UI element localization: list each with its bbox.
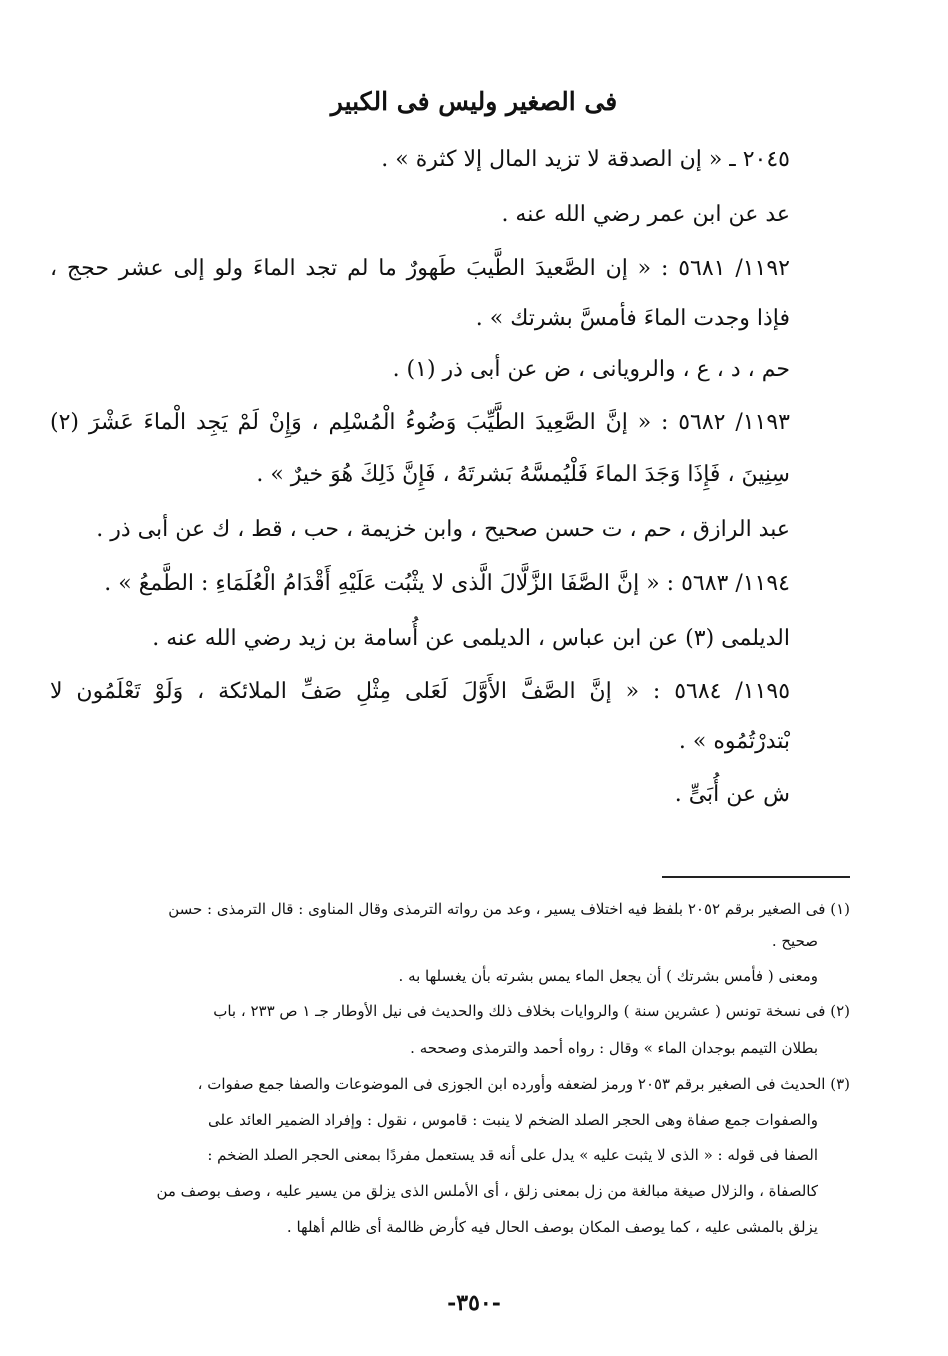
hadith-text-line: ١١٩٥/ ٥٦٨٤ : « إنَّ الصَّفَّ الأَوَّلَ لَعَلى مِثْلِ صَفِّ الملائكة ، وَلَوْ تَعْلَمُون لا <box>50 679 791 704</box>
page-header: فى الصغير وليس فى الكبير <box>330 87 618 116</box>
page-number: -٣٥٠- <box>447 1290 501 1316</box>
footnote-line: بطلان التيمم بوجدان الماء » وقال : رواه أحمد والترمذى وصححه . <box>410 1039 818 1057</box>
hadith-text-line: ١١٩٣/ ٥٦٨٢ : « إنَّ الصَّعِيدَ الطَّيِّبَ وَضُوءُ الْمُسْلِم ، وَإِنْ لَمْ يَجِد الْماءَ عَشْرَ (٢) <box>50 410 790 435</box>
narrator-text: ش عن أُبَىٍّ . <box>674 782 790 807</box>
narrator-text: عد عن ابن عمر رضي الله عنه . <box>501 202 790 227</box>
hadith-text-line: فإذا وجدت الماءَ فأمسَّ بشرتك » . <box>475 306 790 331</box>
footnote-line: كالصفاة ، والزلال صيغة مبالغة من زل بمعنى زلق ، أى الأملس الذى يزلق من يسير عليه ، وصف بوصف من <box>156 1182 818 1200</box>
hadith-text-line: ٢٠٤٥ ـ « إن الصدقة لا تزيد المال إلا كثرة » . <box>381 147 790 172</box>
hadith-text-line: سِنِينَ ، فَإِذَا وَجَدَ الماءَ فَلْيُمسَّهُ بَشرتَهُ ، فَإِنَّ ذَلِكَ هُوَ خيرٌ » . <box>256 462 790 487</box>
footnote-line: ومعنى ( فأمس بشرتك ) أن يجعل الماء يمس بشرته بأن يغسلها به . <box>398 967 818 985</box>
footnote-line: والصفوات جمع صفاة وهى الحجر الصلد الضخم لا ينبت : قاموس ، نقول : وإفراد الضمير العائد على <box>207 1111 818 1129</box>
hadith-text-line: ١١٩٤/ ٥٦٨٣ : « إنَّ الصَّفَا الزَّلَّالَ الَّذى لا يثْبُت عَلَيْهِ أَقْدَامُ الْعُلَمَاءِ : الطَّمعُ » . <box>104 571 790 596</box>
footnote-line: (١) فى الصغير برقم ٢٠٥٢ بلفظ فيه اختلاف يسير ، وعد من رواته الترمذى وقال المناوى : قال الترمذى : حسن <box>168 900 850 918</box>
hadith-text-line: بْتدرْتُمُوه » . <box>678 729 790 754</box>
hadith-text-line: ١١٩٢/ ٥٦٨١ : « إن الصَّعيدَ الطَّيبَ طَهورٌ ما لم تجد الماءَ ولو إلى عشر حجج ، <box>50 256 790 281</box>
footnote-line: الصفا فى قوله : « الذى لا يثبت عليه » يدل على أنه قد يستعمل مفردًا بمعنى الحجر الصلد الضخم : <box>207 1146 818 1164</box>
footnote-line: (٣) الحديث فى الصغير برقم ٢٠٥٣ ورمز لضعفه وأورده ابن الجوزى فى الموضوعات والصفا جمع صفوات ، <box>197 1075 850 1093</box>
footnote-line: صحيح . <box>771 932 818 950</box>
footnote-line: (٢) فى نسخة تونس ( عشرين سنة ) والروايات بخلاف ذلك والحديث فى نيل الأوطار جـ ١ ص ٢٣٣ ، باب <box>213 1002 850 1020</box>
narrator-text: حم ، د ، ع ، والرويانى ، ض عن أبى ذر (١) . <box>392 357 790 382</box>
footnote-line: يزلق بالمشى عليه ، كما يوصف المكان بوصف الحال فيه كأرض ظالمة أى ظالم أهلها . <box>286 1218 818 1236</box>
narrator-text: الديلمى (٣) عن ابن عباس ، الديلمى عن أُسامة بن زيد رضي الله عنه . <box>152 626 790 651</box>
footnote-divider <box>662 876 850 878</box>
narrator-text: عبد الرازق ، حم ، ت حسن صحيح ، وابن خزيمة ، حب ، قط ، ك عن أبى ذر . <box>96 517 790 542</box>
